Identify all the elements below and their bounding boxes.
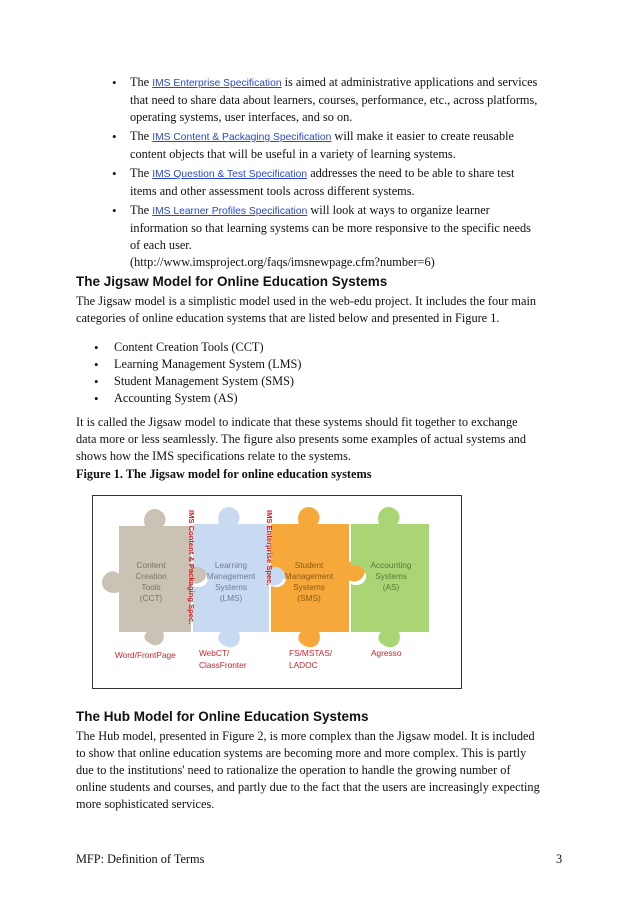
svg-text:(AS): (AS) [382, 582, 400, 592]
ims-learner-profiles-link[interactable]: IMS Learner Profiles Specification [152, 206, 308, 217]
svg-text:Creation: Creation [135, 571, 167, 581]
jigsaw-body: It is called the Jigsaw model to indicate that these systems should fit together to exchange data more or less seamlessly. The figure also presents some examples of actual systems and shows how the IMS specifications relate to the systems. [76, 415, 527, 463]
ims-enterprise-link[interactable]: IMS Enterprise Specification [152, 78, 282, 89]
svg-text:Systems: Systems [293, 582, 325, 592]
jigsaw-puzzle-illustration [93, 496, 461, 688]
svg-text:Management: Management [206, 571, 256, 581]
svg-text:Systems: Systems [375, 571, 407, 581]
bullet-marker: • [112, 166, 117, 181]
svg-text:Tools: Tools [141, 582, 161, 592]
bullet-marker: • [94, 374, 99, 389]
svg-text:Learning: Learning [214, 560, 248, 570]
svg-text:Student: Student [294, 560, 324, 570]
svg-text:Systems: Systems [215, 582, 247, 592]
bullet-marker: • [94, 340, 99, 355]
bullet-marker: • [112, 129, 117, 144]
ims-bullet-3: The IMS Question & Test Specification addresses the need to be able to share test items and other assessment tools across different systems. [130, 166, 515, 198]
jigsaw-heading: The Jigsaw Model for Online Education Systems [76, 274, 388, 289]
ims-bullet-2: The IMS Content & Packaging Specification will make it easier to create reusable content objects that will be useful in a variety of learning systems. [130, 129, 515, 161]
example-fs-mstas: FS/MSTAS/ [289, 648, 333, 658]
bullet-marker: • [94, 357, 99, 372]
list-item: Content Creation Tools (CCT) [114, 340, 264, 354]
bullet-marker: • [112, 75, 117, 90]
svg-text:Management: Management [284, 571, 334, 581]
spec-label-content-packaging: IMS Content & Packaging Spec. [187, 510, 196, 625]
ims-bullet-4: The IMS Learner Profiles Specification will look at ways to organize learner information so that learning systems can be more responsive to the specific needs of each user. (http://www.imsproject.org/faqs/imsnewpage.cfm?number=6) [130, 203, 531, 269]
svg-text:(LMS): (LMS) [219, 593, 243, 603]
svg-text:Accounting: Accounting [370, 560, 412, 570]
footer-title: MFP: Definition of Terms [76, 852, 205, 866]
figure-caption: Figure 1. The Jigsaw model for online education systems [76, 467, 372, 481]
hub-body: The Hub model, presented in Figure 2, is more complex than the Jigsaw model. It is included to show that online education systems are becoming more and more complex. This is partly due to the institutions' need to rationalize the operation to handle the growing number of online students and courses, and partly due to the fact that the users are increasingly expecting more sophisticated services. [76, 729, 540, 811]
example-word-frontpage: Word/FrontPage [115, 650, 176, 660]
svg-text:(SMS): (SMS) [297, 593, 321, 603]
example-classfronter: ClassFronter [199, 660, 247, 670]
example-systems [115, 648, 402, 670]
jigsaw-figure [92, 495, 462, 689]
svg-text:Content: Content [136, 560, 166, 570]
ims-content-packaging-link[interactable]: IMS Content & Packaging Specification [152, 132, 332, 143]
list-item: Accounting System (AS) [114, 391, 238, 405]
example-ladoc: LADOC [289, 660, 318, 670]
example-webct: WebCT/ [199, 648, 230, 658]
hub-heading: The Hub Model for Online Education Systems [76, 709, 369, 724]
spec-label-enterprise: IMS Enterprise Spec. [265, 510, 274, 586]
ims-question-test-link[interactable]: IMS Question & Test Specification [152, 169, 308, 180]
svg-text:(CCT): (CCT) [139, 593, 163, 603]
jigsaw-intro: The Jigsaw model is a simplistic model used in the web-edu project. It includes the four main categories of online education systems that are listed below and presented in Figure 1. [76, 294, 537, 325]
list-item: Learning Management System (LMS) [114, 357, 302, 371]
list-item: Student Management System (SMS) [114, 374, 295, 388]
bullet-marker: • [112, 203, 117, 218]
example-agresso: Agresso [371, 648, 402, 658]
page-number: 3 [556, 852, 563, 866]
ims-bullet-1: The IMS Enterprise Specification is aimed at administrative applications and services that need to share data about learners, courses, performance, etc., across platforms, operating systems, user interfaces, and so on. [130, 75, 538, 124]
bullet-marker: • [94, 391, 99, 406]
